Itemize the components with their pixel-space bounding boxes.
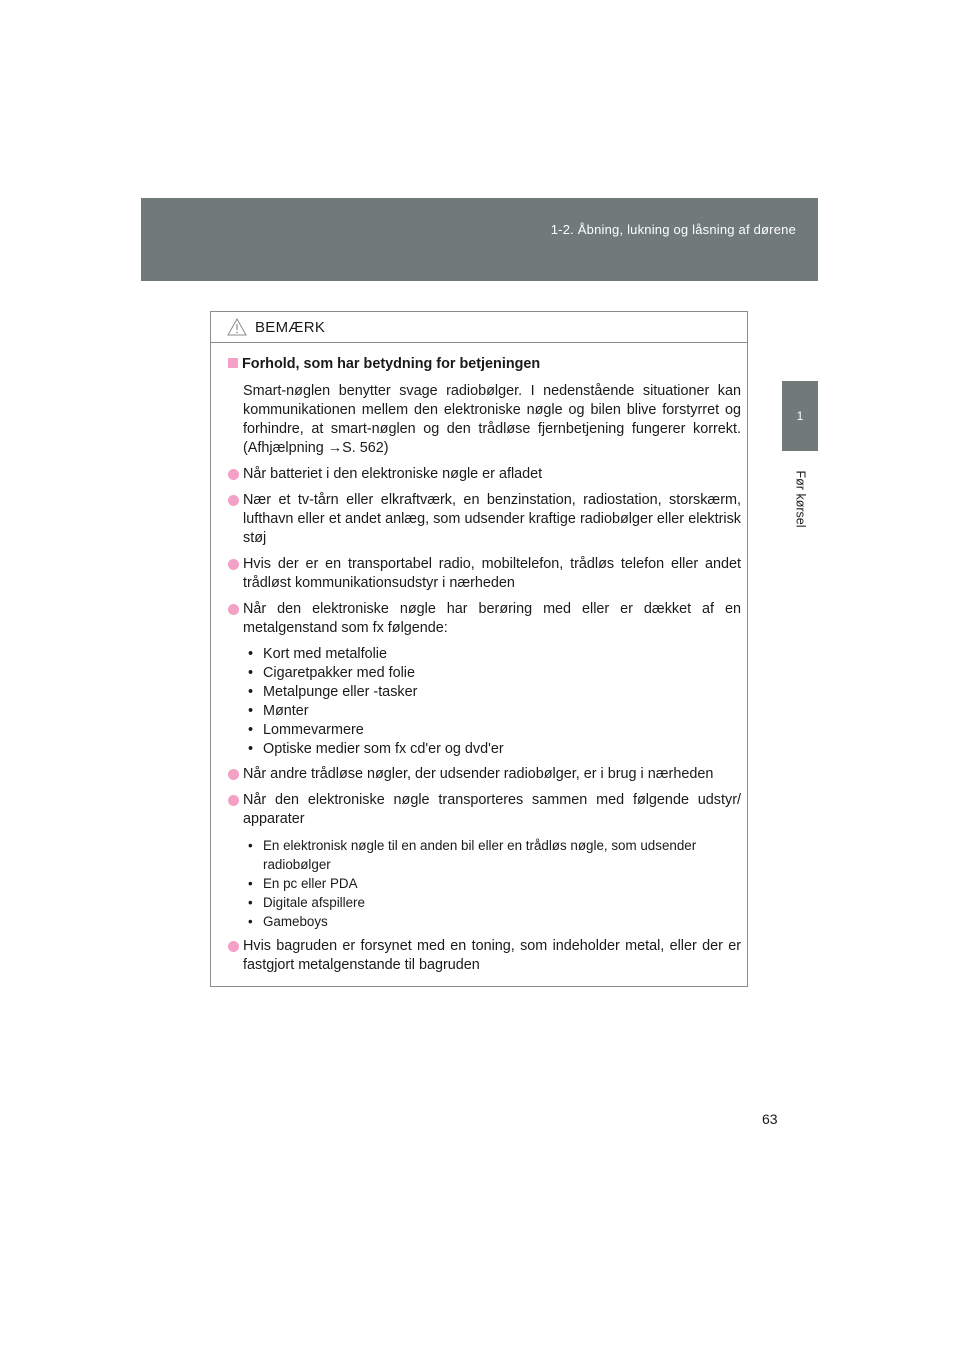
list-item	[228, 765, 741, 784]
notice-header	[211, 312, 747, 343]
bullet-text: Når den elektroniske nøgle har berøring med eller er dækket af en metalgenstand som fx følgende:	[243, 601, 741, 636]
circle-bullet-icon	[228, 604, 239, 615]
bullet-text: Når andre trådløse nøgler, der udsender radiobølger, er i brug i nærheden	[243, 766, 714, 782]
list-item	[228, 465, 741, 484]
sub-list-item: • Lommevarmere	[248, 722, 364, 738]
header-band	[141, 198, 818, 281]
bullet-text: Hvis der er en transportabel radio, mobiltelefon, trådløs telefon eller andet trådløst kommunikationsudstyr i nærheden	[243, 556, 741, 591]
circle-bullet-icon	[228, 559, 239, 570]
sub-list-item: • Mønter	[248, 703, 309, 719]
device-items-list	[228, 836, 741, 931]
bullet-text: Når batteriet i den elektroniske nøgle er afladet	[243, 466, 543, 482]
chapter-title: Før kørsel	[793, 470, 807, 528]
circle-bullet-icon	[228, 795, 239, 806]
sub-list-item: • Digitale afspillere	[248, 895, 365, 910]
circle-bullet-icon	[228, 769, 239, 780]
metal-items-list	[228, 645, 741, 759]
list-item	[228, 491, 741, 548]
list-item	[228, 555, 741, 593]
bullet-text: Hvis bagruden er forsynet med en toning, som indeholder metal, eller der er fastgjort metalgenstande til bagruden	[243, 938, 741, 973]
warning-triangle-icon	[227, 318, 247, 336]
bullet-text: Nær et tv-tårn eller elkraftværk, en benzinstation, radiostation, storskærm, lufthavn eller et andet anlæg, som udsender kraftige radiobølger eller elektrisk støj	[243, 492, 741, 546]
chapter-number: 1	[796, 409, 804, 423]
page-number: 63	[762, 1111, 778, 1127]
section-title	[228, 355, 741, 374]
list-item	[228, 791, 741, 829]
sub-list-item: • Optiske medier som fx cd'er og dvd'er	[248, 741, 504, 757]
list-item	[228, 600, 741, 638]
circle-bullet-icon	[228, 941, 239, 952]
sub-list-item: • Kort med metalfolie	[248, 646, 387, 662]
sub-list-item: • Metalpunge eller -tasker	[248, 684, 418, 700]
chapter-side-label	[789, 460, 811, 538]
list-item	[228, 937, 741, 975]
sub-list-item: • En pc eller PDA	[248, 876, 358, 891]
sub-list-item: • Gameboys	[248, 914, 328, 929]
chapter-tab	[782, 381, 818, 451]
intro-paragraph: Smart-nøglen benytter svage radiobølger. I nedenstående situationer kan kommunikationen mellem den elektroniske nøgle og bilen blive forstyrret og forhindre, at smart-nøglen og den trådløse fjernbetjening fungerer korrekt. (Afhjælpning →S. 562)	[243, 383, 741, 456]
bullet-text: Når den elektroniske nøgle transporteres sammen med følgende udstyr/ apparater	[243, 792, 741, 827]
notice-label: BEMÆRK	[255, 318, 326, 336]
sub-list-item: • Cigaretpakker med folie	[248, 665, 415, 681]
circle-bullet-icon	[228, 469, 239, 480]
section-title-text: Forhold, som har betydning for betjeningen	[242, 356, 541, 372]
section-header-title: 1-2. Åbning, lukning og låsning af dørene	[550, 222, 796, 237]
notice-body	[211, 343, 747, 975]
square-bullet-icon	[228, 358, 238, 368]
sub-list-item: • En elektronisk nøgle til en anden bil eller en trådløs nøgle, som udsender radiobølger	[248, 838, 697, 872]
notice-box	[210, 311, 748, 987]
circle-bullet-icon	[228, 495, 239, 506]
